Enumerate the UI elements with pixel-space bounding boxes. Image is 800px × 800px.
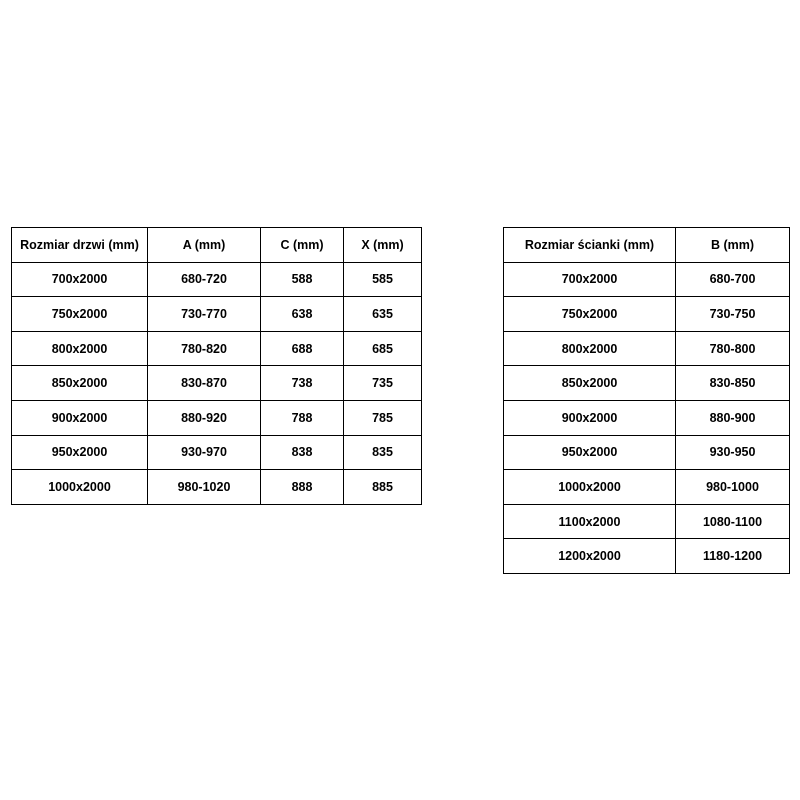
table-row bbox=[12, 366, 422, 401]
cell-a: 730-770 bbox=[148, 297, 261, 332]
table-row bbox=[12, 400, 422, 435]
table-row bbox=[12, 297, 422, 332]
column-header-x: X (mm) bbox=[344, 228, 422, 263]
table-row bbox=[504, 297, 790, 332]
cell-b: 730-750 bbox=[676, 297, 790, 332]
cell-x: 835 bbox=[344, 435, 422, 470]
table-row bbox=[504, 366, 790, 401]
cell-c: 638 bbox=[261, 297, 344, 332]
table-row bbox=[12, 470, 422, 505]
cell-b: 830-850 bbox=[676, 366, 790, 401]
table-row bbox=[504, 331, 790, 366]
cell-door-size: 950x2000 bbox=[12, 435, 148, 470]
cell-c: 738 bbox=[261, 366, 344, 401]
table-row bbox=[12, 262, 422, 297]
cell-b: 880-900 bbox=[676, 400, 790, 435]
cell-b: 780-800 bbox=[676, 331, 790, 366]
cell-door-size: 700x2000 bbox=[12, 262, 148, 297]
table-row bbox=[504, 262, 790, 297]
table-row bbox=[504, 435, 790, 470]
cell-door-size: 850x2000 bbox=[12, 366, 148, 401]
cell-wall-size: 700x2000 bbox=[504, 262, 676, 297]
cell-door-size: 800x2000 bbox=[12, 331, 148, 366]
table-row bbox=[12, 331, 422, 366]
cell-x: 635 bbox=[344, 297, 422, 332]
cell-x: 885 bbox=[344, 470, 422, 505]
cell-b: 680-700 bbox=[676, 262, 790, 297]
table-header-row bbox=[504, 228, 790, 263]
cell-a: 880-920 bbox=[148, 400, 261, 435]
cell-a: 980-1020 bbox=[148, 470, 261, 505]
cell-wall-size: 850x2000 bbox=[504, 366, 676, 401]
cell-a: 830-870 bbox=[148, 366, 261, 401]
cell-door-size: 1000x2000 bbox=[12, 470, 148, 505]
walls-size-table bbox=[503, 227, 790, 574]
cell-door-size: 900x2000 bbox=[12, 400, 148, 435]
table-row bbox=[504, 400, 790, 435]
cell-c: 888 bbox=[261, 470, 344, 505]
cell-x: 735 bbox=[344, 366, 422, 401]
cell-x: 685 bbox=[344, 331, 422, 366]
column-header-door-size: Rozmiar drzwi (mm) bbox=[12, 228, 148, 263]
cell-wall-size: 1100x2000 bbox=[504, 504, 676, 539]
cell-wall-size: 800x2000 bbox=[504, 331, 676, 366]
cell-b: 930-950 bbox=[676, 435, 790, 470]
table-row bbox=[12, 435, 422, 470]
cell-a: 680-720 bbox=[148, 262, 261, 297]
walls-size-table-container bbox=[503, 227, 790, 574]
cell-x: 585 bbox=[344, 262, 422, 297]
cell-door-size: 750x2000 bbox=[12, 297, 148, 332]
table-header-row bbox=[12, 228, 422, 263]
table-row bbox=[504, 539, 790, 574]
cell-x: 785 bbox=[344, 400, 422, 435]
column-header-c: C (mm) bbox=[261, 228, 344, 263]
cell-c: 838 bbox=[261, 435, 344, 470]
doors-size-table bbox=[11, 227, 422, 505]
cell-b: 1180-1200 bbox=[676, 539, 790, 574]
cell-wall-size: 1200x2000 bbox=[504, 539, 676, 574]
cell-wall-size: 900x2000 bbox=[504, 400, 676, 435]
cell-wall-size: 1000x2000 bbox=[504, 470, 676, 505]
doors-size-table-container bbox=[11, 227, 422, 505]
table-row bbox=[504, 470, 790, 505]
column-header-wall-size: Rozmiar ścianki (mm) bbox=[504, 228, 676, 263]
cell-a: 930-970 bbox=[148, 435, 261, 470]
column-header-a: A (mm) bbox=[148, 228, 261, 263]
cell-wall-size: 750x2000 bbox=[504, 297, 676, 332]
table-row bbox=[504, 504, 790, 539]
cell-wall-size: 950x2000 bbox=[504, 435, 676, 470]
cell-b: 1080-1100 bbox=[676, 504, 790, 539]
cell-c: 788 bbox=[261, 400, 344, 435]
cell-c: 688 bbox=[261, 331, 344, 366]
cell-b: 980-1000 bbox=[676, 470, 790, 505]
cell-c: 588 bbox=[261, 262, 344, 297]
column-header-b: B (mm) bbox=[676, 228, 790, 263]
cell-a: 780-820 bbox=[148, 331, 261, 366]
